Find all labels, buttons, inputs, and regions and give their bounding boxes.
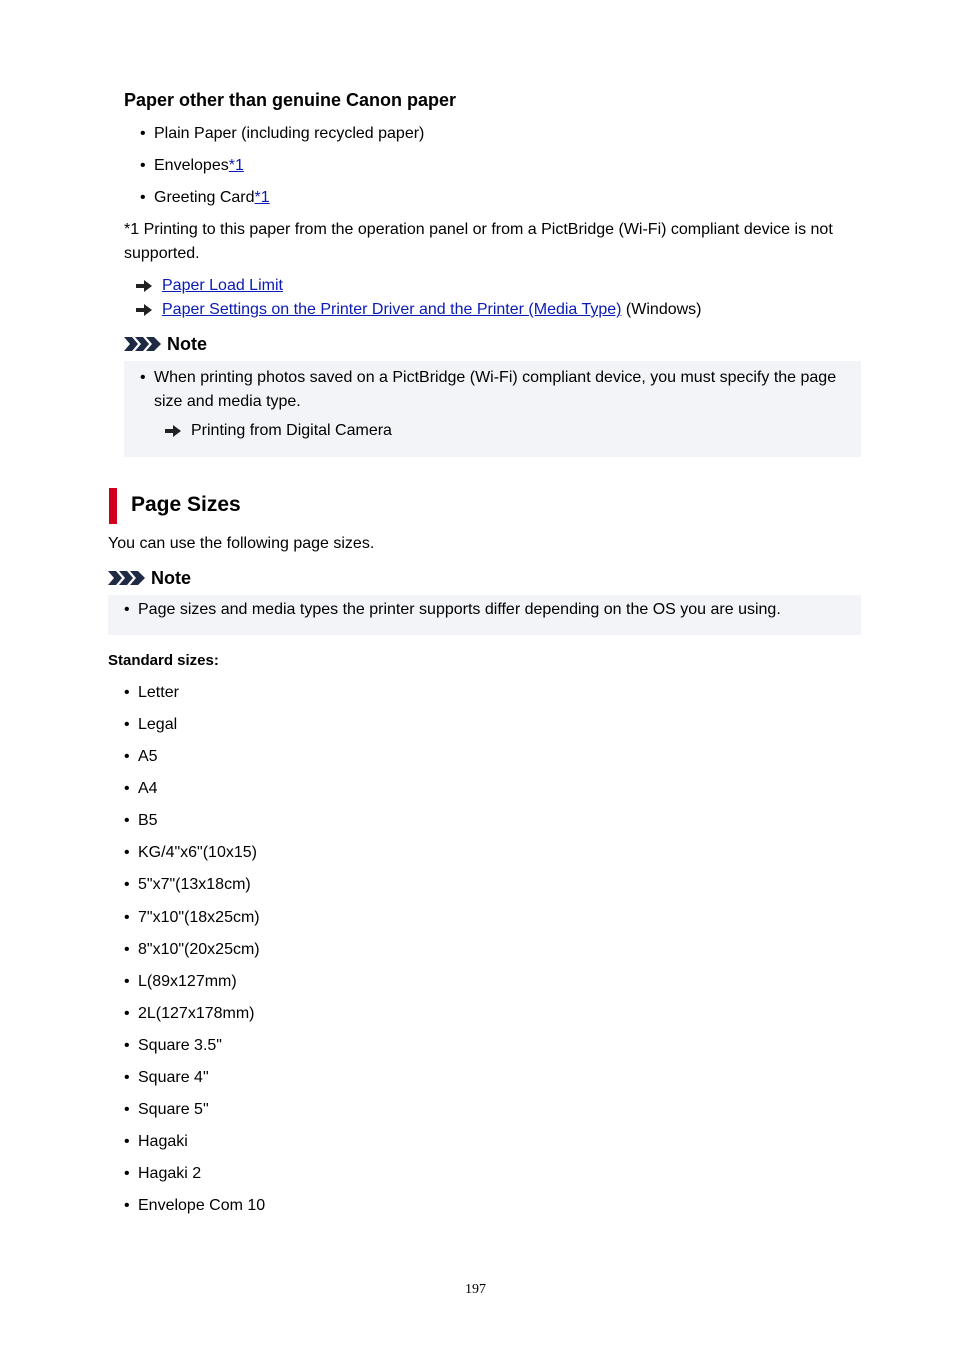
bullet: • — [124, 1133, 130, 1150]
section-title: Page Sizes — [131, 493, 241, 516]
note-label: Note — [167, 334, 207, 354]
arrow-right-icon — [136, 280, 152, 292]
size-name: Hagaki — [138, 1133, 188, 1150]
bullet: • — [124, 844, 130, 861]
link-suffix: (Windows) — [621, 301, 702, 318]
note-box — [124, 361, 861, 457]
bullet: • — [124, 748, 130, 765]
size-name: B5 — [138, 812, 158, 829]
arrow-right-icon — [136, 304, 152, 316]
bullet: • — [124, 1069, 130, 1086]
note-box — [108, 595, 861, 635]
size-name: 7"x10"(18x25cm) — [138, 909, 260, 926]
size-name: Legal — [138, 716, 178, 733]
size-name: A4 — [138, 780, 158, 797]
size-name: Square 4" — [138, 1069, 209, 1086]
footnote-text: *1 Printing to this paper from the operation panel or from a PictBridge (Wi-Fi) compliant device is not supported. — [124, 221, 833, 262]
bullet: • — [124, 909, 130, 926]
bullet: • — [124, 1101, 130, 1118]
bullet: • — [124, 1197, 130, 1214]
size-name: Envelope Com 10 — [138, 1197, 266, 1214]
arrow-right-icon — [165, 425, 181, 437]
standard-sizes-heading: Standard sizes: — [108, 652, 219, 669]
list-item-text: Envelopes — [154, 157, 229, 174]
paper-load-limit-link[interactable]: Paper Load Limit — [162, 277, 283, 294]
bullet: • — [124, 1037, 130, 1054]
paper-settings-link[interactable]: Paper Settings on the Printer Driver and the Printer (Media Type) — [162, 301, 622, 318]
bullet: • — [124, 941, 130, 958]
bullet: • — [124, 1005, 130, 1022]
bullet: • — [124, 812, 130, 829]
size-name: 8"x10"(20x25cm) — [138, 941, 260, 958]
note-label: Note — [151, 568, 191, 588]
bullet: • — [124, 684, 130, 701]
size-name: Square 5" — [138, 1101, 209, 1118]
list-item-text: Plain Paper (including recycled paper) — [154, 125, 425, 142]
bullet: • — [140, 125, 146, 142]
size-name: Letter — [138, 684, 179, 701]
bullet: • — [124, 1165, 130, 1182]
bullet: • — [124, 780, 130, 797]
note-text: When printing photos saved on a PictBridge (Wi-Fi) compliant device, you must specify the page size and media type. — [154, 369, 837, 410]
size-name: 2L(127x178mm) — [138, 1005, 255, 1022]
bullet: • — [124, 716, 130, 733]
size-name: Hagaki 2 — [138, 1165, 202, 1182]
bullet: • — [124, 876, 130, 893]
bullet: • — [124, 973, 130, 990]
bullet: • — [140, 369, 146, 386]
bullet: • — [140, 157, 146, 174]
note-text: Page sizes and media types the printer supports differ depending on the OS you are using. — [138, 601, 781, 618]
section-intro: You can use the following page sizes. — [108, 535, 375, 552]
note-chevrons-icon — [108, 571, 146, 585]
bullet: • — [140, 189, 146, 206]
size-name: KG/4"x6"(10x15) — [138, 844, 257, 861]
list-item-text: Greeting Card — [154, 189, 255, 206]
size-name: 5"x7"(13x18cm) — [138, 876, 251, 893]
footnote-link[interactable]: *1 — [228, 157, 244, 174]
size-name: L(89x127mm) — [138, 973, 237, 990]
footnote-link[interactable]: *1 — [254, 189, 270, 206]
page-number: 197 — [465, 1282, 486, 1297]
note-chevrons-icon — [124, 337, 162, 351]
size-name: A5 — [138, 748, 158, 765]
size-name: Square 3.5" — [138, 1037, 222, 1054]
subsection-heading: Paper other than genuine Canon paper — [124, 90, 457, 110]
printing-from-camera-link[interactable]: Printing from Digital Camera — [191, 422, 392, 439]
section-accent-bar — [109, 488, 117, 524]
bullet: • — [124, 601, 130, 618]
